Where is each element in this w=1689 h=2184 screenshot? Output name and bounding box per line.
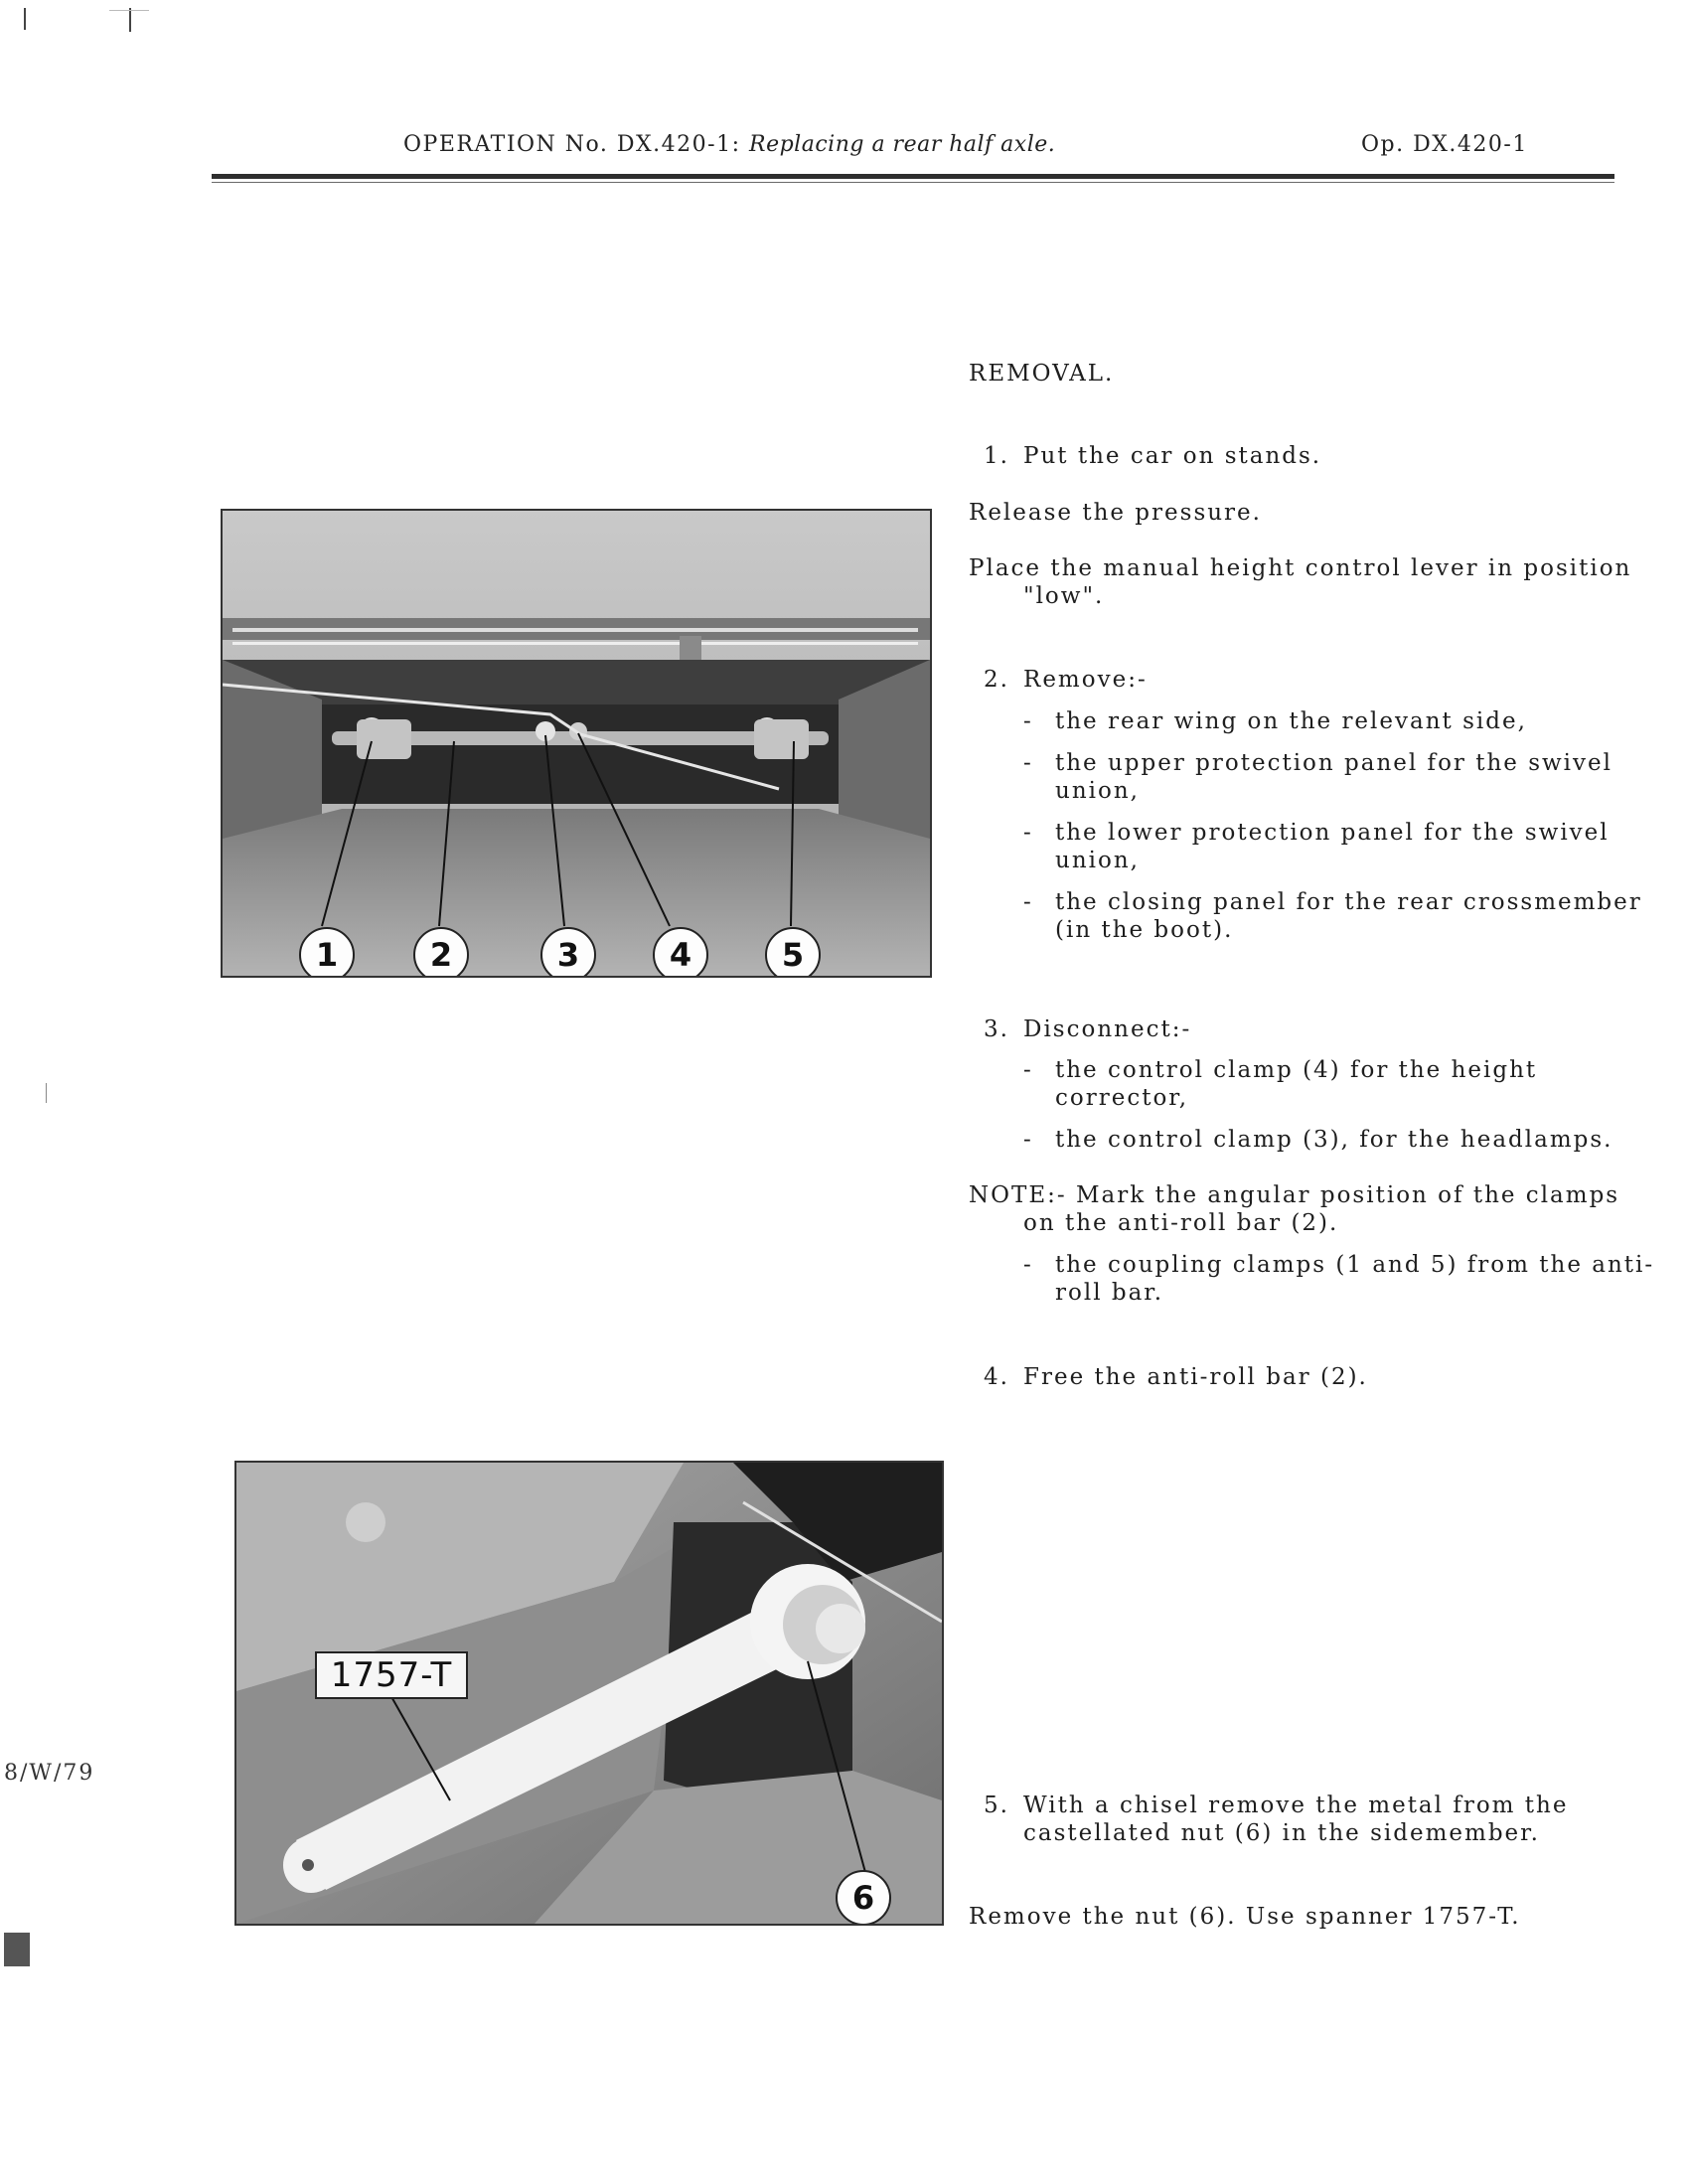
note: NOTE:- Mark the angular position of the clamps	[969, 1182, 1620, 1208]
bullet-dash: -	[1023, 1252, 1033, 1278]
figure-spanner-photo	[234, 1461, 944, 1926]
bullet-dash: -	[1023, 889, 1033, 915]
paragraph: Remove the nut (6). Use spanner 1757-T.	[969, 1904, 1521, 1930]
callout-3: 3	[540, 927, 596, 978]
list-item-text: (in the boot).	[1055, 917, 1234, 943]
step-number: 4.	[984, 1364, 1009, 1390]
callout-1: 1	[299, 927, 355, 978]
list-item-text: corrector,	[1055, 1085, 1189, 1111]
paragraph: Place the manual height control lever in position	[969, 555, 1632, 581]
figure-anti-roll-bar-photo	[221, 509, 932, 978]
bullet-dash: -	[1023, 708, 1033, 734]
list-item	[1023, 707, 1527, 735]
step-number: 1.	[984, 443, 1009, 469]
callout-2: 2	[413, 927, 469, 978]
bullet-dash: -	[1023, 1127, 1033, 1153]
paragraph: Release the pressure.	[969, 500, 1262, 526]
operation-title: Replacing a rear half axle.	[749, 132, 1056, 157]
operation-label: OPERATION No. DX.420-1:	[403, 132, 741, 157]
step-text: Free the anti-roll bar (2).	[1023, 1364, 1368, 1390]
list-item-text: union,	[1055, 848, 1140, 873]
note-continued: on the anti-roll bar (2).	[1023, 1210, 1339, 1236]
step-3	[984, 1015, 1191, 1043]
step-number: 5.	[984, 1793, 1009, 1818]
scan-mark	[129, 8, 131, 32]
list-item	[1023, 1056, 1537, 1112]
tool-label-tag: 1757-T	[315, 1651, 468, 1699]
step-4	[984, 1363, 1368, 1391]
callout-5: 5	[765, 927, 821, 978]
op-reference: Op. DX.420-1	[1361, 132, 1528, 157]
scan-mark	[46, 1083, 47, 1103]
step-text: With a chisel remove the metal from the	[1023, 1793, 1569, 1818]
paragraph-continued: "low".	[1023, 583, 1105, 609]
step-text-continued: castellated nut (6) in the sidemember.	[1023, 1820, 1540, 1846]
step-text: Disconnect:-	[1023, 1016, 1192, 1042]
list-item-text: the rear wing on the relevant side,	[1055, 708, 1527, 734]
step-number: 3.	[984, 1016, 1009, 1042]
callout-6: 6	[836, 1870, 891, 1926]
photo-illustration	[223, 511, 930, 976]
scan-mark	[4, 1933, 30, 1966]
bullet-dash: -	[1023, 1057, 1033, 1083]
scan-mark	[109, 10, 149, 11]
list-item	[1023, 1251, 1654, 1307]
list-item-text: the control clamp (4) for the height	[1055, 1057, 1538, 1083]
step-2	[984, 666, 1148, 694]
bullet-dash: -	[1023, 750, 1033, 776]
step-text: Remove:-	[1023, 667, 1148, 693]
header-rule	[212, 174, 1614, 179]
list-item-text: union,	[1055, 778, 1140, 804]
step-1	[984, 442, 1321, 470]
list-item	[1023, 749, 1612, 805]
step-5	[984, 1792, 1568, 1819]
operation-header	[403, 132, 1055, 157]
step-number: 2.	[984, 667, 1009, 693]
bullet-dash: -	[1023, 820, 1033, 846]
scan-mark	[24, 8, 26, 30]
step-text: Put the car on stands.	[1023, 443, 1322, 469]
list-item	[1023, 1126, 1613, 1154]
list-item	[1023, 819, 1610, 874]
list-item-text: the control clamp (3), for the headlamps.	[1055, 1127, 1613, 1153]
list-item-text: the lower protection panel for the swivel	[1055, 820, 1610, 846]
list-item-text: the coupling clamps (1 and 5) from the anti-	[1055, 1252, 1655, 1278]
list-item	[1023, 888, 1642, 944]
list-item-text: the closing panel for the rear crossmember	[1055, 889, 1642, 915]
document-code: 8/W/79	[4, 1761, 95, 1786]
list-item-text: roll bar.	[1055, 1280, 1164, 1306]
callout-4: 4	[653, 927, 708, 978]
list-item-text: the upper protection panel for the swivel	[1055, 750, 1613, 776]
header-rule-thin	[212, 182, 1614, 183]
section-heading: REMOVAL.	[969, 361, 1115, 387]
